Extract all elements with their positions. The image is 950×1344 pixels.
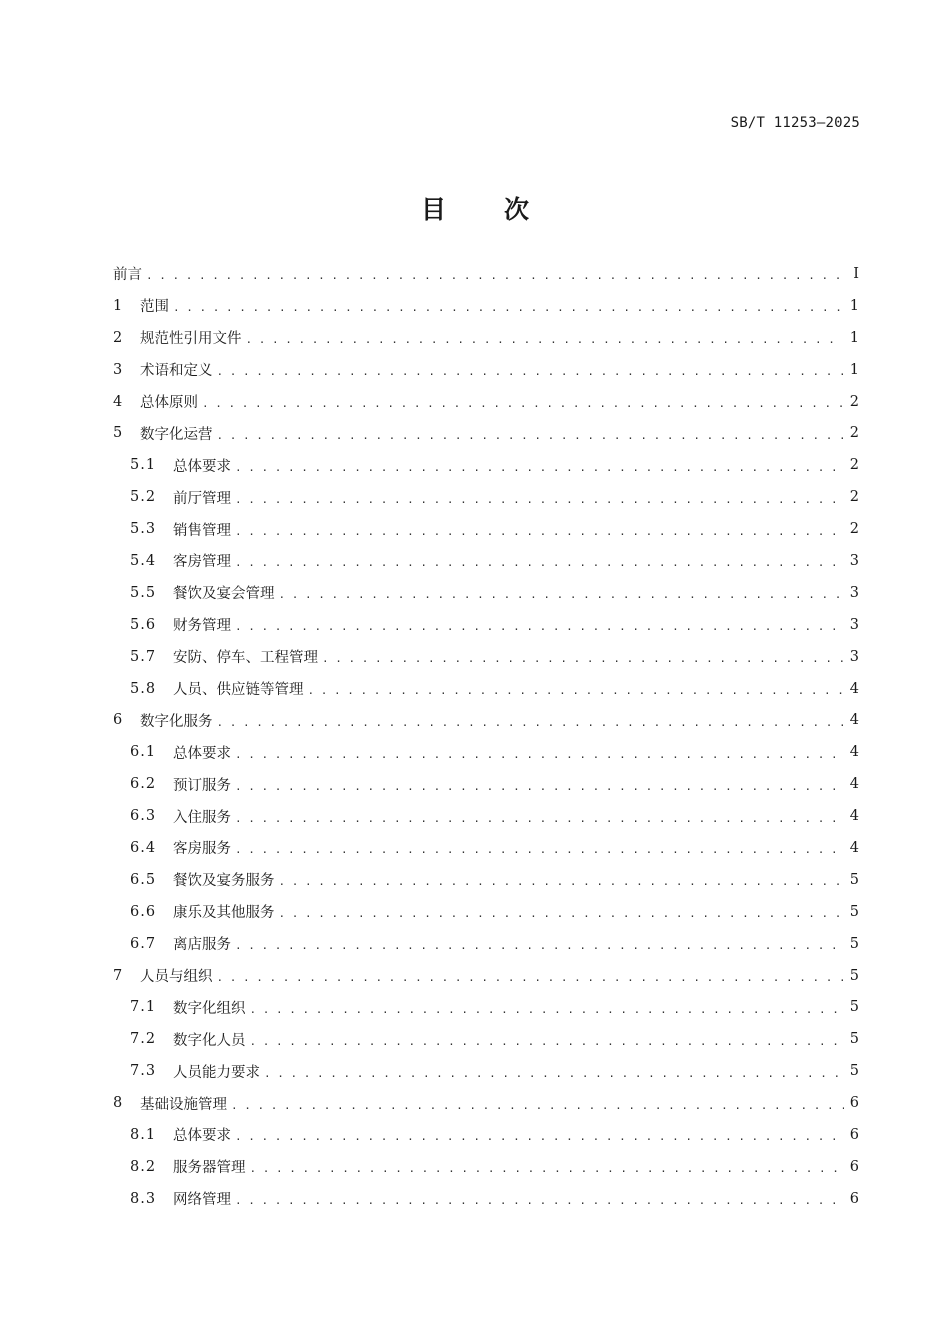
toc-entry-page-number: 5 xyxy=(849,967,859,984)
toc-entry-number: 7.3 xyxy=(130,1063,157,1080)
toc-entry[interactable] xyxy=(113,1183,859,1215)
toc-entry-page-number: 4 xyxy=(849,776,859,793)
toc-entry-number: 2 xyxy=(113,329,123,346)
toc-entry-page-number: 6 xyxy=(849,1095,859,1112)
toc-dot-leader xyxy=(250,1003,844,1016)
toc-entry-page-number: I xyxy=(853,265,859,282)
toc-entry-label: 人员、供应链等管理 xyxy=(173,682,304,699)
toc-entry-page-number: 6 xyxy=(849,1190,859,1207)
toc-entry-label: 客房管理 xyxy=(173,554,231,571)
page-title: 目次 xyxy=(420,195,587,224)
toc-entry[interactable] xyxy=(113,481,859,513)
toc-entry-label: 总体原则 xyxy=(140,395,198,411)
toc-entry-number: 5.2 xyxy=(130,489,157,506)
toc-entry-label: 餐饮及宴务服务 xyxy=(173,873,275,890)
toc-entry[interactable] xyxy=(113,1119,859,1151)
toc-entry-label: 数字化组织 xyxy=(173,1000,246,1017)
toc-dot-leader xyxy=(146,269,845,282)
toc-entry-label: 人员与组织 xyxy=(140,969,213,986)
toc-entry-page-number: 2 xyxy=(849,521,859,538)
toc-dot-leader xyxy=(279,588,844,601)
toc-entry-label: 总体要求 xyxy=(173,458,231,475)
toc-entry-number: 7.1 xyxy=(130,999,157,1016)
toc-entry[interactable] xyxy=(113,641,859,673)
toc-entry-number: 5.6 xyxy=(130,616,157,633)
toc-entry[interactable] xyxy=(113,545,859,577)
toc-dot-leader xyxy=(217,971,844,984)
toc-entry[interactable] xyxy=(113,1023,859,1055)
toc-entry-number: 6.7 xyxy=(130,935,157,952)
toc-entry-number: 5.8 xyxy=(130,680,157,697)
toc-entry-number: 6 xyxy=(113,712,123,729)
toc-entry-page-number: 1 xyxy=(849,329,859,346)
toc-entry-number: 7.2 xyxy=(130,1031,157,1048)
toc-entry[interactable] xyxy=(113,1055,859,1087)
toc-entry-number: 5.4 xyxy=(130,552,157,569)
toc-entry[interactable] xyxy=(113,449,859,481)
toc-entry[interactable] xyxy=(113,609,859,641)
toc-entry[interactable] xyxy=(113,354,859,386)
toc-entry[interactable] xyxy=(113,513,859,545)
toc-entry[interactable] xyxy=(113,577,859,609)
toc-entry-label: 数字化运营 xyxy=(140,426,213,443)
toc-dot-leader xyxy=(217,429,844,442)
toc-dot-leader xyxy=(235,812,844,825)
toc-entry[interactable] xyxy=(113,1087,859,1119)
toc-dot-leader xyxy=(231,1099,844,1112)
toc-dot-leader xyxy=(217,365,844,378)
toc-entry-number: 5.5 xyxy=(130,584,157,601)
toc-entry-page-number: 4 xyxy=(849,744,859,761)
toc-entry-page-number: 3 xyxy=(849,648,859,665)
toc-entry-number: 8.3 xyxy=(130,1190,157,1207)
toc-entry-label: 离店服务 xyxy=(173,937,231,954)
toc-entry-label: 财务管理 xyxy=(173,618,231,635)
toc-entry-label: 销售管理 xyxy=(173,522,231,539)
toc-entry-page-number: 6 xyxy=(849,1126,859,1143)
toc-dot-leader xyxy=(202,397,844,410)
toc-dot-leader xyxy=(250,1162,844,1175)
toc-entry-label: 安防、停车、工程管理 xyxy=(173,650,318,667)
toc-entry-number: 8.1 xyxy=(130,1126,157,1143)
toc-entry-page-number: 5 xyxy=(849,1031,859,1048)
toc-entry-number: 5.1 xyxy=(130,457,157,474)
toc-dot-leader xyxy=(235,1194,844,1207)
toc-entry-label: 前厅管理 xyxy=(173,490,231,507)
toc-entry-label: 餐饮及宴会管理 xyxy=(173,586,275,603)
toc-entry-label: 网络管理 xyxy=(173,1192,231,1209)
toc-entry-page-number: 2 xyxy=(849,425,859,442)
toc-entry-page-number: 5 xyxy=(849,999,859,1016)
toc-entry-number: 5.3 xyxy=(130,521,157,538)
table-of-contents xyxy=(113,258,859,1215)
toc-entry[interactable] xyxy=(113,896,859,928)
toc-entry[interactable] xyxy=(113,928,859,960)
toc-dot-leader xyxy=(235,780,844,793)
toc-entry-label: 服务器管理 xyxy=(173,1160,246,1177)
toc-entry-label: 规范性引用文件 xyxy=(140,331,242,348)
toc-entry-label: 数字化服务 xyxy=(140,713,213,730)
toc-entry[interactable] xyxy=(113,991,859,1023)
toc-entry-label: 人员能力要求 xyxy=(173,1064,260,1081)
toc-entry-number: 3 xyxy=(113,361,123,378)
toc-entry[interactable] xyxy=(113,1151,859,1183)
toc-dot-leader xyxy=(217,716,844,729)
toc-entry-number: 6.1 xyxy=(130,744,157,761)
toc-entry-label: 预订服务 xyxy=(173,777,231,794)
toc-entry[interactable] xyxy=(113,768,859,800)
toc-dot-leader xyxy=(235,1130,844,1143)
toc-entry-label: 总体要求 xyxy=(173,1128,231,1145)
toc-entry-page-number: 5 xyxy=(849,871,859,888)
toc-entry-number: 6.5 xyxy=(130,871,157,888)
toc-entry-number: 1 xyxy=(113,297,123,314)
toc-dot-leader xyxy=(308,684,844,697)
toc-entry[interactable] xyxy=(113,322,859,354)
toc-entry-number: 5 xyxy=(113,425,123,442)
toc-dot-leader xyxy=(279,875,844,888)
toc-entry-page-number: 2 xyxy=(849,393,859,410)
toc-dot-leader xyxy=(279,907,844,920)
toc-entry-page-number: 5 xyxy=(849,935,859,952)
toc-entry-label: 数字化人员 xyxy=(173,1032,246,1049)
toc-entry[interactable] xyxy=(113,673,859,705)
toc-entry[interactable] xyxy=(113,704,859,736)
toc-entry-number: 6.4 xyxy=(130,839,157,856)
toc-entry-page-number: 1 xyxy=(849,361,859,378)
toc-dot-leader xyxy=(246,333,844,346)
toc-entry-number: 6.6 xyxy=(130,903,157,920)
toc-entry[interactable] xyxy=(113,258,859,290)
toc-entry-page-number: 4 xyxy=(849,808,859,825)
toc-dot-leader xyxy=(235,493,844,506)
toc-entry-label: 范围 xyxy=(140,299,169,316)
toc-entry-label: 入住服务 xyxy=(173,809,231,826)
toc-dot-leader xyxy=(173,301,844,314)
toc-dot-leader xyxy=(235,556,844,569)
toc-entry-label: 前言 xyxy=(113,267,142,284)
toc-entry-label: 基础设施管理 xyxy=(140,1096,227,1113)
toc-entry-number: 4 xyxy=(113,393,123,410)
toc-entry-page-number: 1 xyxy=(849,297,859,314)
toc-dot-leader xyxy=(250,1035,844,1048)
toc-entry[interactable] xyxy=(113,800,859,832)
toc-entry-number: 7 xyxy=(113,967,123,984)
toc-entry-label: 术语和定义 xyxy=(140,363,213,380)
toc-entry-number: 5.7 xyxy=(130,648,157,665)
toc-entry[interactable] xyxy=(113,864,859,896)
toc-entry-page-number: 3 xyxy=(849,552,859,569)
toc-entry[interactable] xyxy=(113,417,859,449)
toc-entry[interactable] xyxy=(113,960,859,992)
toc-dot-leader xyxy=(235,461,844,474)
toc-entry-page-number: 6 xyxy=(849,1158,859,1175)
toc-entry-page-number: 3 xyxy=(849,584,859,601)
document-code: SB/T 11253—2025 xyxy=(730,115,860,131)
toc-entry-label: 康乐及其他服务 xyxy=(173,905,275,922)
toc-entry-page-number: 4 xyxy=(849,839,859,856)
toc-dot-leader xyxy=(322,652,844,665)
toc-dot-leader xyxy=(235,525,844,538)
toc-entry[interactable] xyxy=(113,736,859,768)
toc-entry-page-number: 3 xyxy=(849,616,859,633)
toc-entry-label: 总体要求 xyxy=(173,745,231,762)
toc-entry-number: 8 xyxy=(113,1095,123,1112)
toc-entry[interactable] xyxy=(113,386,859,418)
toc-entry[interactable] xyxy=(113,832,859,864)
toc-entry-page-number: 4 xyxy=(849,712,859,729)
toc-dot-leader xyxy=(235,843,844,856)
toc-entry-page-number: 5 xyxy=(849,903,859,920)
toc-entry-label: 客房服务 xyxy=(173,841,231,858)
toc-entry-number: 8.2 xyxy=(130,1158,157,1175)
toc-entry-page-number: 2 xyxy=(849,457,859,474)
toc-dot-leader xyxy=(235,939,844,952)
toc-entry-number: 6.2 xyxy=(130,776,157,793)
toc-entry-number: 6.3 xyxy=(130,808,157,825)
toc-dot-leader xyxy=(235,620,844,633)
toc-entry[interactable] xyxy=(113,290,859,322)
toc-entry-page-number: 2 xyxy=(849,489,859,506)
toc-entry-page-number: 4 xyxy=(849,680,859,697)
toc-dot-leader xyxy=(264,1067,844,1080)
toc-dot-leader xyxy=(235,748,844,761)
toc-entry-page-number: 5 xyxy=(849,1063,859,1080)
